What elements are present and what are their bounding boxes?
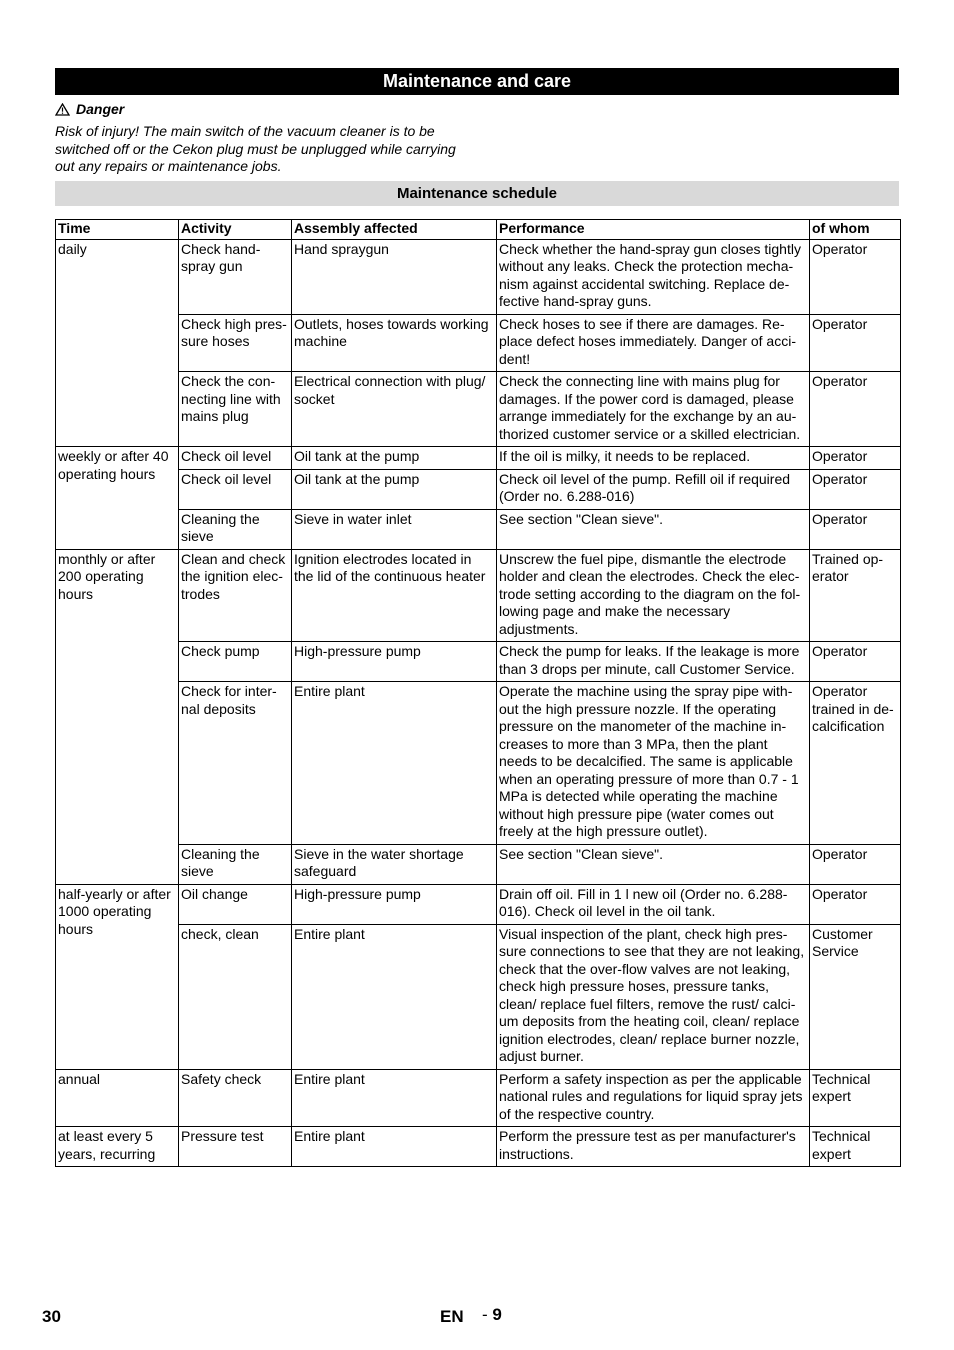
whom-cell: Operator [810,884,901,924]
performance-cell: Visual inspection of the plant, check high pres-sure connections to see that they are not leaking, check that the over-flow valves are not leaking, check high pressure hoses, pressure tanks, clean/ replace fuel filters, remove the rust/ calci-um deposits from the heating coil, clean/ replace ignition electrodes, clean/ replace burner nozzle, adjust burner. [497,924,810,1069]
whom-cell: Operator [810,372,901,447]
activity-cell: Check the con-necting line with mains plug [179,372,292,447]
time-cell: monthly or after 200 operating hours [56,549,179,884]
table-row [56,844,901,884]
whom-cell: Operator [810,469,901,509]
performance-cell: Unscrew the fuel pipe, dismantle the electrode holder and clean the electrodes. Check the elec-trode setting according to the diagram on the fol-lowing page and make the necessary adjustments. [497,549,810,642]
whom-cell: Operator [810,447,901,470]
activity-cell: Check oil level [179,469,292,509]
time-cell: annual [56,1069,179,1127]
whom-cell: Operator [810,239,901,314]
table-header-row [56,220,901,240]
activity-cell: Check high pres-sure hoses [179,314,292,372]
table-row [56,1127,901,1167]
column-header-activity: Activity [179,220,292,240]
assembly-cell: Sieve in the water shortage safeguard [292,844,497,884]
whom-cell: Technical expert [810,1127,901,1167]
activity-cell: Cleaning the sieve [179,509,292,549]
activity-cell: Check hand-spray gun [179,239,292,314]
performance-cell: If the oil is milky, it needs to be replaced. [497,447,810,470]
warning-triangle-icon [55,103,70,116]
performance-cell: Perform a safety inspection as per the applicable national rules and regulations for liquid spray jets of the respective country. [497,1069,810,1127]
table-row [56,239,901,314]
assembly-cell: Entire plant [292,682,497,845]
time-cell: weekly or after 40 operating hours [56,447,179,550]
activity-cell: Oil change [179,884,292,924]
table-row [56,924,901,1069]
whom-cell: Operator [810,642,901,682]
time-cell: half-yearly or after 1000 operating hours [56,884,179,1069]
danger-text: Risk of injury! The main switch of the vacuum cleaner is to be switched off or the Cekon plug must be unplugged while carrying out any repairs or maintenance jobs. [55,123,456,174]
performance-cell: Perform the pressure test as per manufacturer's instructions. [497,1127,810,1167]
table-row [56,469,901,509]
performance-cell: See section "Clean sieve". [497,509,810,549]
assembly-cell: Hand spraygun [292,239,497,314]
language-code: EN [440,1307,464,1326]
assembly-cell: High-pressure pump [292,642,497,682]
performance-cell: Check oil level of the pump. Refill oil if required (Order no. 6.288-016) [497,469,810,509]
assembly-cell: Electrical connection with plug/ socket [292,372,497,447]
table-row [56,314,901,372]
assembly-cell: Entire plant [292,1127,497,1167]
whom-cell: Operator trained in de-calcification [810,682,901,845]
whom-cell: Trained op-erator [810,549,901,642]
activity-cell: Check oil level [179,447,292,470]
performance-cell: Check the connecting line with mains plug for damages. If the power cord is damaged, please arrange immediately for the exchange by an au-thorized customer service or a skilled electrician. [497,372,810,447]
activity-cell: Check for inter-nal deposits [179,682,292,845]
sub-page-value: 9 [492,1305,502,1324]
activity-cell: Safety check [179,1069,292,1127]
performance-cell: See section "Clean sieve". [497,844,810,884]
whom-cell: Operator [810,314,901,372]
table-row [56,447,901,470]
assembly-cell: Entire plant [292,1069,497,1127]
assembly-cell: Outlets, hoses towards working machine [292,314,497,372]
table-row [56,884,901,924]
page-number: 30 [42,1307,61,1326]
table-row [56,372,901,447]
column-header-whom: of whom [810,220,901,240]
sub-page-number [482,1305,502,1325]
performance-cell: Check hoses to see if there are damages. Re-place defect hoses immediately. Danger of acci-dent! [497,314,810,372]
whom-cell: Technical expert [810,1069,901,1127]
performance-cell: Check whether the hand-spray gun closes tightly without any leaks. Check the protection mecha-nism against accidental switching. Replace de-fective hand-spray guns. [497,239,810,314]
whom-cell: Operator [810,844,901,884]
performance-cell: Operate the machine using the spray pipe with-out the high pressure nozzle. If the operating pressure on the manometer of the machine in-creases to more than 3 MPa, then the plant needs to be decalcified. The same is applicable when an operating pressure of more than 0.7 - 1 MPa is detected while operating the machine without high pressure pipe (water comes out freely at the high pressure outlet). [497,682,810,845]
page-title: Maintenance and care [55,68,899,95]
danger-label: Danger [76,101,125,117]
sub-page-prefix: - [482,1305,493,1324]
whom-cell: Operator [810,509,901,549]
performance-cell: Drain off oil. Fill in 1 l new oil (Order no. 6.288-016). Check oil level in the oil tank. [497,884,810,924]
table-row [56,1069,901,1127]
table-row [56,642,901,682]
assembly-cell: Ignition electrodes located in the lid of the continuous heater [292,549,497,642]
activity-cell: Check pump [179,642,292,682]
table-row [56,682,901,845]
whom-cell: Customer Service [810,924,901,1069]
table-row [56,509,901,549]
assembly-cell: High-pressure pump [292,884,497,924]
column-header-performance: Performance [497,220,810,240]
activity-cell: check, clean [179,924,292,1069]
table-row [56,549,901,642]
schedule-title: Maintenance schedule [55,181,899,206]
assembly-cell: Sieve in water inlet [292,509,497,549]
assembly-cell: Oil tank at the pump [292,469,497,509]
assembly-cell: Oil tank at the pump [292,447,497,470]
performance-cell: Check the pump for leaks. If the leakage is more than 3 drops per minute, call Customer Service. [497,642,810,682]
column-header-assembly: Assembly affected [292,220,497,240]
activity-cell: Cleaning the sieve [179,844,292,884]
activity-cell: Clean and check the ignition elec-trodes [179,549,292,642]
time-cell: at least every 5 years, recurring [56,1127,179,1167]
time-cell: daily [56,239,179,447]
activity-cell: Pressure test [179,1127,292,1167]
danger-heading [55,101,124,117]
maintenance-schedule-table [55,219,901,1167]
column-header-time: Time [56,220,179,240]
assembly-cell: Entire plant [292,924,497,1069]
